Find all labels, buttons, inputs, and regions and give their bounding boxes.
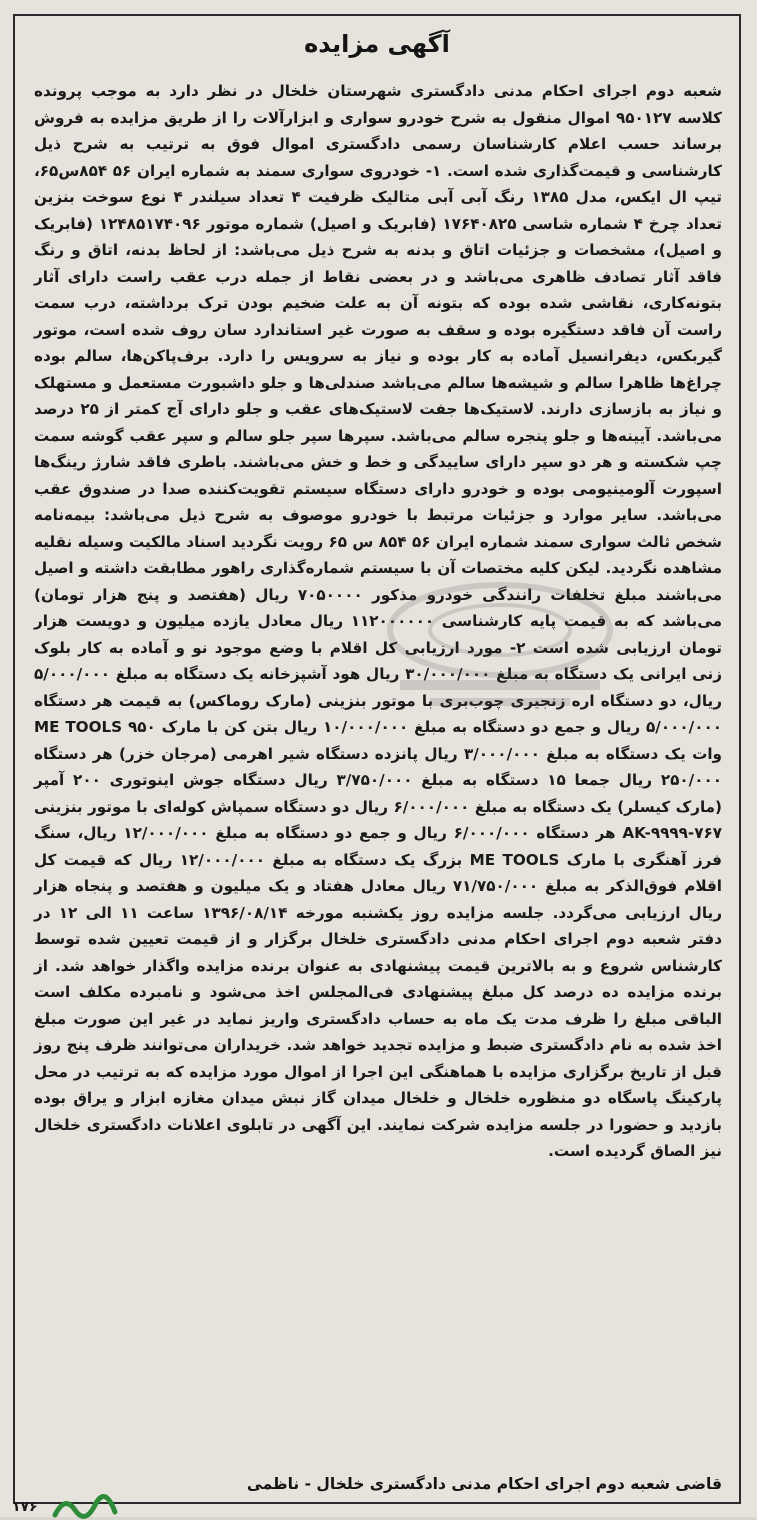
watermark-logo <box>360 570 640 720</box>
notice-signature: قاضی شعبه دوم اجرای احکام مدنی دادگستری خلخال - ناظمی <box>246 1475 722 1493</box>
notice-body: شعبه دوم اجرای احکام مدنی دادگستری شهرستان خلخال در نظر دارد به موجب پرونده کلاسه ۹۵۰۱۲۷ اموال منقول به شرح خودرو سواری و ابزارآلات را از طریق مزایده به فروش برساند حسب اعلام کارشناسان رسمی دادگستری اموال فوق به ترتیب به شرح ذیل کارشناسی و قیمت‌گذاری شده است. ۱- خودروی سواری سمند به شماره ایران ۵۶ ۸۵۴س۶۵، تیپ ال ایکس، مدل ۱۳۸۵ رنگ آبی آبی متالیک ظرفیت ۴ تعداد سیلندر ۴ نوع سوخت بنزین تعداد چرخ ۴ شماره شاسی ۱۷۶۴۰۸۲۵ (فابریک و اصیل) شماره موتور ۱۲۴۸۵۱۷۴۰۹۶ (فابریک و اصیل)، مشخصات و جزئیات اتاق و بدنه به شرح ذیل می‌باشد: از لحاظ بدنه، اتاق و رنگ فاقد آثار تصادف ظاهری می‌باشد و در بعضی نقاط از جمله درب عقب راست دارای آثار بتونه‌کاری، نقاشی شده بوده که بتونه آن به علت ضخیم بودن ترک برداشته، درب سمت راست آن فاقد دستگیره بوده و سقف به صورت غیر استاندارد سان روف شده است، موتور گیربکس، دیفرانسیل آماده به کار بوده و نیاز به سرویس را دارد. برف‌پاکن‌ها، سالم بوده چراغ‌ها ظاهرا سالم و شیشه‌ها سالم می‌باشد صندلی‌ها و جلو داشبورت مستعمل و مستهلک و نیاز به بازسازی دارند. لاستیک‌ها جفت لاستیک‌های عقب و جلو دارای آج کمتر از ۲۵ درصد می‌باشد. آیینه‌ها و جلو پنجره سالم می‌باشد. سپرها سپر جلو سالم و سپر عقب گوشه سمت چپ شکسته و هر دو سپر دارای ساییدگی و خط و خش می‌باشند. باطری فاقد شارژ رینگ‌ها اسپورت آلومینیومی بوده و خودرو دارای دستگاه سیستم تقویت‌کننده صدا در صندوق عقب می‌باشد. سایر موارد و جزئیات مرتبط با خودرو موصوف به شرح ذیل می‌باشد: بیمه‌نامه شخص ثالث سواری سمند شماره ایران ۵۶ ۸۵۴ س ۶۵ رویت نگردید اسناد مالکیت وسیله نقلیه مشاهده نگردید. لیکن کلیه مختصات آن با سیستم شماره‌گذاری راهور مطابقت داشته و اصیل می‌باشند مبلغ تخلفات رانندگی خودرو مذکور ۷۰۵۰۰۰۰ ریال (هفتصد و پنج هزار تومان) می‌باشد که به قیمت پایه کارشناسی ۱۱۲۰۰۰۰۰۰ ریال معادل یازده میلیون و دویست هزار تومان ارزیابی شده است ۲- مورد ارزیابی کل اقلام با وضع موجود نو و آماده به کار بلوک زنی ایرانی یک دستگاه به مبلغ ۳۰/۰۰۰/۰۰۰ ریال هود آشپزخانه یک دستگاه به مبلغ ۵/۰۰۰/۰۰۰ ریال، دو دستگاه اره زنجیری چوب‌بری با موتور بنزینی (مارک روماکس) به قیمت هر دستگاه ۵/۰۰۰/۰۰۰ ریال و جمع دو دستگاه به مبلغ ۱۰/۰۰۰/۰۰۰ ریال بتن کن با مارک ME TOOLS ۹۵۰ وات یک دستگاه به مبلغ ۳/۰۰۰/۰۰۰ ریال پانزده دستگاه شیر اهرمی (مرجان خزر) هر دستگاه ۲۵۰/۰۰۰ ریال جمعا ۱۵ دستگاه به مبلغ ۳/۷۵۰/۰۰۰ ریال دستگاه جوش اینوتوری ۲۰۰ آمپر (مارک کیسلر) یک دستگاه به مبلغ ۶/۰۰۰/۰۰۰ ریال دو دستگاه سمپاش کوله‌ای با موتور بنزینی AK-۹۹۹۹-۷۶۷ هر دستگاه ۶/۰۰۰/۰۰۰ ریال و جمع دو دستگاه به مبلغ ۱۲/۰۰۰/۰۰۰ ریال، سنگ فرز آهنگری با مارک ME TOOLS بزرگ یک دستگاه به مبلغ ۱۲/۰۰۰/۰۰۰ ریال که قیمت کل اقلام فوق‌الذکر به مبلغ ۷۱/۷۵۰/۰۰۰ ریال معادل هفتاد و یک میلیون و هفتصد و پنجاه هزار ریال ارزیابی می‌گردد. جلسه مزایده روز یکشنبه مورخه ۱۳۹۶/۰۸/۱۴ ساعت ۱۱ الی ۱۲ در دفتر شعبه دوم اجرای احکام مدنی دادگستری خلخال برگزار و از قیمت تعیین شده توسط کارشناس شروع و به بالاترین قیمت پیشنهادی به عنوان برنده مزایده واگذار خواهد شد. از برنده مزایده ده درصد کل مبلغ پیشنهادی فی‌المجلس اخذ می‌شود و نامبرده مکلف است الباقی مبلغ را ظرف مدت یک ماه به حساب دادگستری واریز نماید در غیر این صورت مبلغ اخذ شده به نام دادگستری ضبط و مزایده تجدید خواهد شد. خریداران می‌توانند ظرف پنج روز قبل از تاریخ برگزاری مزایده با هماهنگی این اجرا از اموال مورد مزایده که به ترتیب در محل پارکینگ پاسگاه دو منظوره خلخال و خلخال میدان گاز نبش میدان مغازه ابزار و یراق بوده بازدید و حضورا در جلسه مزایده شرکت نمایند. این آگهی در تابلوی اعلانات دادگستری خلخال نیز الصاق گردیده است. <box>34 82 723 1160</box>
green-stamp-mark <box>50 1490 120 1520</box>
page-number: ۱۷۶ <box>12 1499 38 1515</box>
notice-title: آگهی مزایده <box>304 30 450 58</box>
